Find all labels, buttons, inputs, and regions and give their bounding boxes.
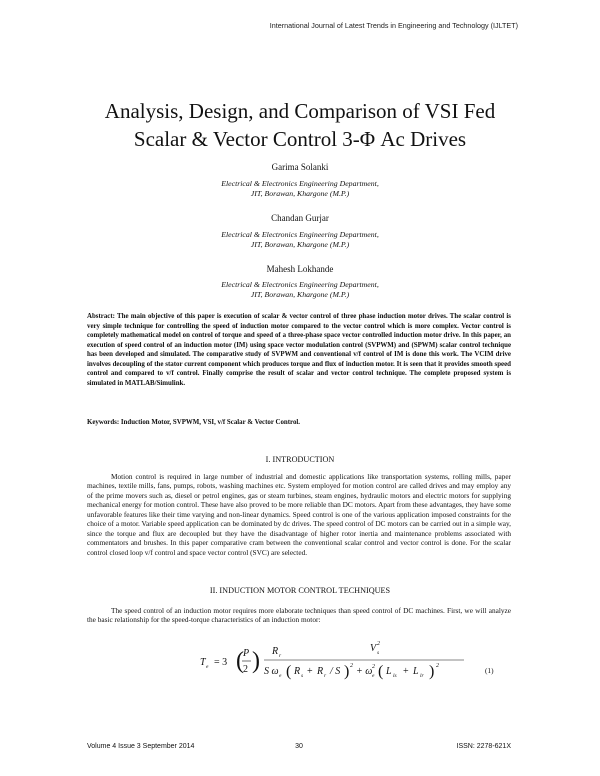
eq-lhs: T <box>200 657 206 668</box>
eq-omega-e-sub: e <box>372 673 375 679</box>
eq-left-paren: ( <box>236 648 244 674</box>
control-techniques-text: The speed control of an induction motor requires more elaborate techniques than speed control of DC machines. First, we will analyze the basic relationship for the speed-torque characteristics of an induction motor: <box>87 606 511 625</box>
abstract: Abstract: The main objective of this paper is execution of scalar & vector control of three phase induction motor drives. The scalar control is very simple technique for controlling the speed of induction motor compared to the vector control which is more complex. Vector control is completely mathematical model on control of torque and speed of a three-phase space vector controlled induction motor drive. In this paper, an execution of speed control of an induction motor (IM) using space vector modulation control (SVPWM) and (SPWM) scalar control technique has been developed and simulated. The comparative study of SVPWM and conventional v/f control of IM is done this work. The VCIM drive involves decoupling of the stator current component which produces torque and flux of induction motor. It is seen that it provides smooth speed control and compared to v/f control. Finally comprise the result of scalar and vector control technique. The complete proposed system is simulated in MATLAB/Simulink. <box>87 313 511 387</box>
eq-lls-sub: ls <box>393 673 397 679</box>
introduction-paragraph <box>87 472 511 557</box>
eq-vs-sub: s <box>377 650 380 656</box>
eq-p: P <box>243 648 250 659</box>
eq-plus-1: + <box>307 666 313 677</box>
eq-square-1: 2 <box>350 663 353 669</box>
eq-lhs-sub: e <box>206 664 209 670</box>
affiliation-dept: Electrical & Electronics Engineering Department, <box>221 280 379 289</box>
eq-lls: L <box>386 666 392 677</box>
author-affiliation <box>0 280 600 300</box>
affiliation-dept: Electrical & Electronics Engineering Department, <box>221 230 379 239</box>
eq-plus-omega: + ω <box>356 666 373 677</box>
eq-slash-s: / S <box>330 666 341 677</box>
author-affiliation <box>0 179 600 199</box>
eq-right-paren: ) <box>252 648 260 674</box>
eq-omega-sub: e <box>279 673 282 679</box>
eq-paren-open-2: ( <box>378 663 384 680</box>
equation-number: (1) <box>485 666 494 675</box>
eq-paren-close-1: ) <box>344 663 350 680</box>
eq-vs: V <box>370 643 377 654</box>
eq-rr-sub: r <box>279 653 282 659</box>
affiliation-place: JIT, Borawan, Khargone (M.P.) <box>250 240 350 249</box>
journal-header: International Journal of Latest Trends in Engineering and Technology (IJLTET) <box>269 21 518 30</box>
eq-two: 2 <box>243 664 248 675</box>
footer-page-number: 30 <box>295 743 303 750</box>
introduction-text: Motion control is required in large number of industrial and domestic applications like transportation systems, rolling mills, paper machines, textile mills, fans, pumps, robots, washing machines etc. System employed for motion control are called drives and may employ any of the prime movers such as, diesel or petrol engines, gas or steam turbines, steam engines, hydraulic motors and electric motors for supplying mechanical energy for motion control. These have also proved to be more reliable than DC motors. Apart from these advantages, they have some unfavorable features like their time varying and non-linear dynamics. Speed control is one of the various application imposed constraints for the choice of a motor. Variable speed application can be dominated by dc drives. The speed control of DC motors can be carried out in a simple way, since the torque and flux are decoupled but they have the disadvantage of higher rotor inertia and maintenance problems associated with commentators and brushes. In this paper comparative cram between the conventional scalar control and vector control is done. For the scalar control closed loop v/f control and space vector control (SVC) are selected. <box>87 472 511 557</box>
title-line-2: Scalar & Vector Control 3-Φ Ac Drives <box>133 127 467 151</box>
author-affiliation <box>0 230 600 250</box>
eq-paren-open-1: ( <box>286 663 292 680</box>
author-name: Mahesh Lokhande <box>266 264 334 274</box>
eq-plus-3: + <box>403 666 409 677</box>
section-heading-control-techniques: II. INDUCTION MOTOR CONTROL TECHNIQUES <box>209 586 391 595</box>
section-heading-introduction: I. INTRODUCTION <box>265 455 335 464</box>
title-line-1: Analysis, Design, and Comparison of VSI Fed <box>104 99 496 123</box>
eq-llr-sub: lr <box>420 673 424 679</box>
eq-square-2: 2 <box>436 663 439 669</box>
affiliation-dept: Electrical & Electronics Engineering Department, <box>221 179 379 188</box>
control-techniques-paragraph <box>87 606 511 625</box>
eq-rr: R <box>272 646 279 657</box>
affiliation-place: JIT, Borawan, Khargone (M.P.) <box>250 189 350 198</box>
eq-vs-sup: 2 <box>377 641 380 647</box>
author-name: Garima Solanki <box>271 162 329 172</box>
keywords: Keywords: Induction Motor, SVPWM, VSI, v/f Scalar & Vector Control. <box>87 419 301 426</box>
affiliation-place: JIT, Borawan, Khargone (M.P.) <box>250 290 350 299</box>
torque-equation <box>200 640 520 682</box>
footer-issn: ISSN: 2278-621X <box>456 743 511 750</box>
eq-rr2-sub: r <box>324 673 327 679</box>
footer-volume: Volume 4 Issue 3 September 2014 <box>87 743 195 750</box>
paper-title <box>0 97 600 153</box>
author-name: Chandan Gurjar <box>271 213 329 223</box>
eq-rs: R <box>294 666 301 677</box>
eq-omega-sup: 2 <box>372 664 375 670</box>
eq-paren-close-2: ) <box>429 663 435 680</box>
eq-s-omega: S ω <box>264 666 279 677</box>
eq-llr: L <box>413 666 419 677</box>
eq-rs-sub: s <box>301 673 304 679</box>
eq-rr2: R <box>317 666 324 677</box>
eq-coefficient: = 3 <box>214 657 228 668</box>
